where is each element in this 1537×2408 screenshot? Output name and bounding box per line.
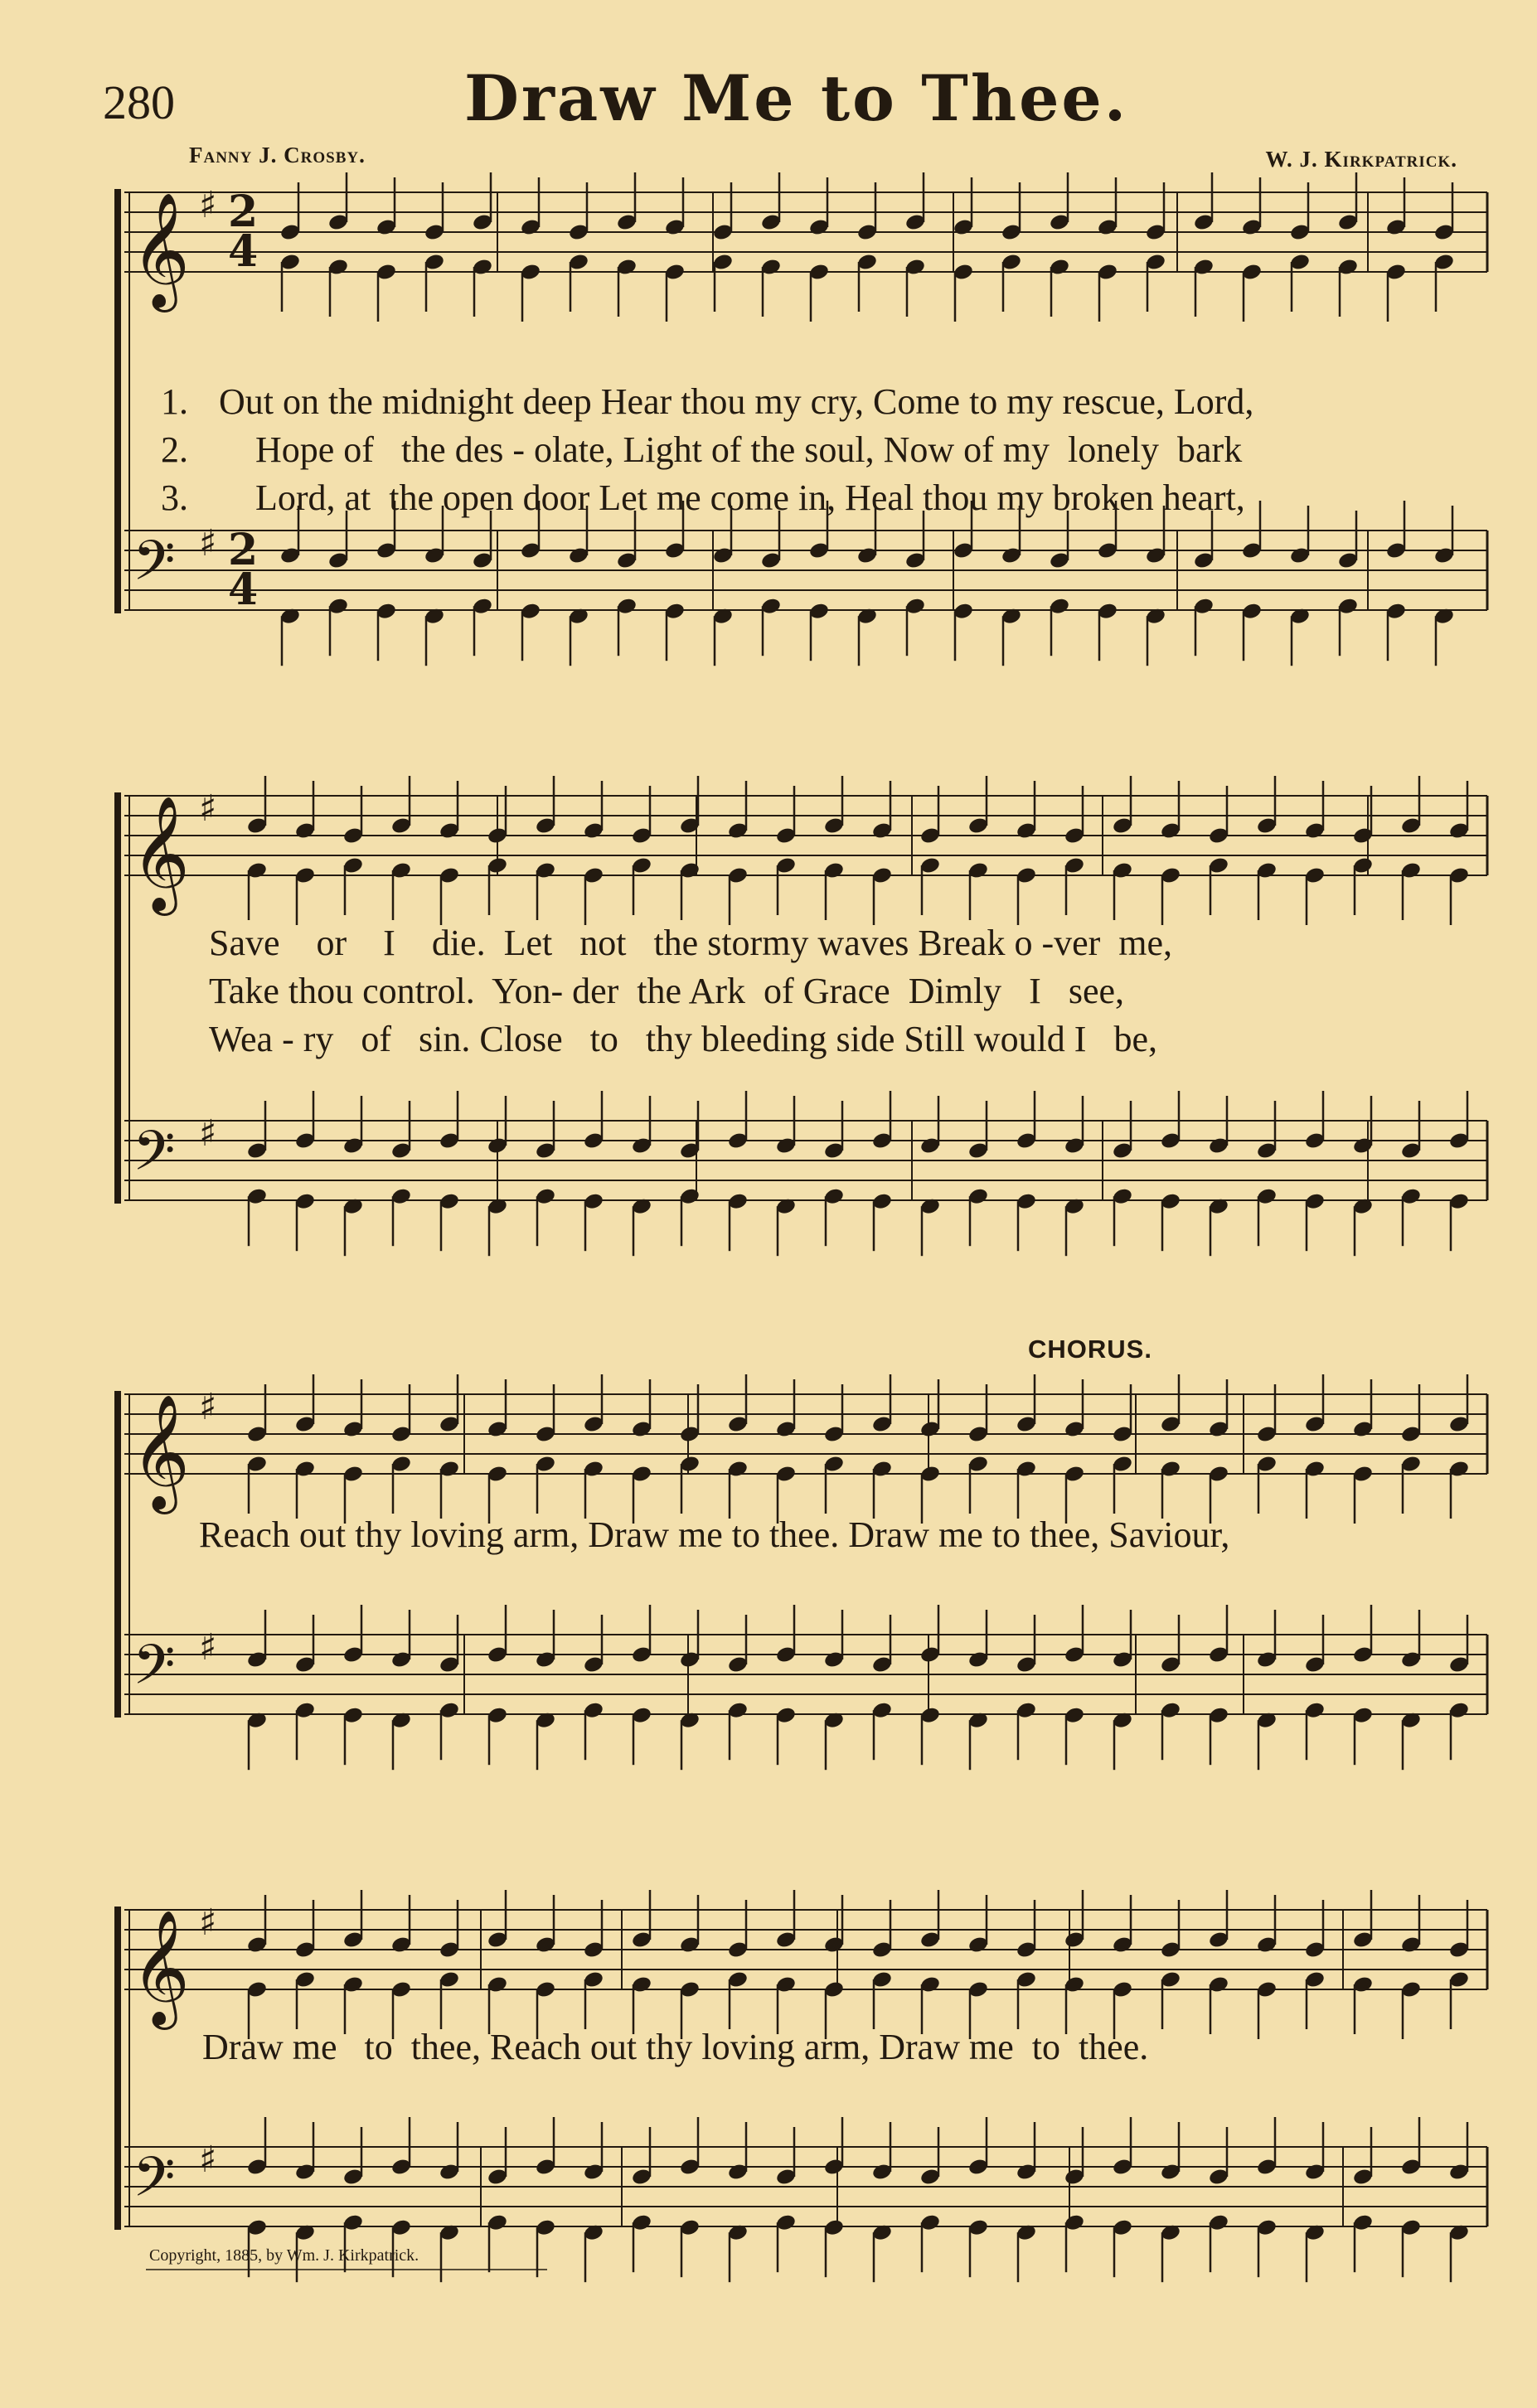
bass-clef-icon: 𝄢 <box>133 2145 176 2222</box>
time-signature: 2 <box>228 524 259 575</box>
sharp-key-signature-icon: ♯ <box>199 184 217 226</box>
page-number: 280 <box>103 75 175 129</box>
sharp-key-signature-icon: ♯ <box>199 1386 217 1428</box>
time-signature: 2 <box>228 186 259 237</box>
lyric-line-2-1: Save or I die. Let not the stormy waves Break o -ver me, <box>209 923 1173 963</box>
lyric-line-4-1: Draw me to thee, Reach out thy loving arm, Draw me to thee. <box>202 2027 1149 2067</box>
time-signature: 4 <box>228 225 259 277</box>
lyric-line-2-2: Take thou control. Yon- der the Ark of Grace Dimly I see, <box>209 971 1124 1011</box>
lyric-line-1-3 <box>143 434 1245 519</box>
lyric-line-2-3: Wea - ry of sin. Close to thy bleeding side Still would I be, <box>209 1019 1157 1059</box>
sharp-key-signature-icon: ♯ <box>199 522 217 564</box>
sharp-key-signature-icon: ♯ <box>199 1626 217 1669</box>
treble-clef-icon: 𝄞 <box>131 1394 190 1509</box>
verse-number: 2. <box>161 429 188 470</box>
bass-clef-icon: 𝄢 <box>133 1119 176 1196</box>
chorus-label: CHORUS. <box>1028 1335 1152 1364</box>
lyric-text: Lord, at the open door Let me come in, Heal thou my broken heart, <box>219 477 1245 518</box>
copyright-notice: Copyright, 1885, by Wm. J. Kirkpatrick. <box>149 2246 419 2265</box>
sharp-key-signature-icon: ♯ <box>199 787 217 830</box>
lyricist-credit: Fanny J. Crosby. <box>189 143 366 167</box>
sharp-key-signature-icon: ♯ <box>199 2139 217 2181</box>
time-signature: 4 <box>228 564 259 615</box>
hymn-title: Draw Me to Thee. <box>464 61 1129 135</box>
lyric-text: Hope of the des - olate, Light of the soul, Now of my lonely bark <box>219 429 1243 470</box>
composer-credit: W. J. Kirkpatrick. <box>1265 147 1457 172</box>
treble-clef-icon: 𝄞 <box>131 192 190 308</box>
lyric-text: Out on the midnight deep Hear thou my cry, Come to my rescue, Lord, <box>219 381 1254 422</box>
treble-clef-icon: 𝄞 <box>131 1910 190 2025</box>
sharp-key-signature-icon: ♯ <box>199 1112 217 1155</box>
verse-number: 3. <box>161 477 188 518</box>
bass-clef-icon: 𝄢 <box>133 529 176 606</box>
lyric-line-3-1: Reach out thy loving arm, Draw me to thee. Draw me to thee, Saviour, <box>199 1514 1230 1555</box>
treble-clef-icon: 𝄞 <box>131 796 190 911</box>
sharp-key-signature-icon: ♯ <box>199 1902 217 1944</box>
verse-number: 1. <box>161 381 188 422</box>
bass-clef-icon: 𝄢 <box>133 1633 176 1710</box>
